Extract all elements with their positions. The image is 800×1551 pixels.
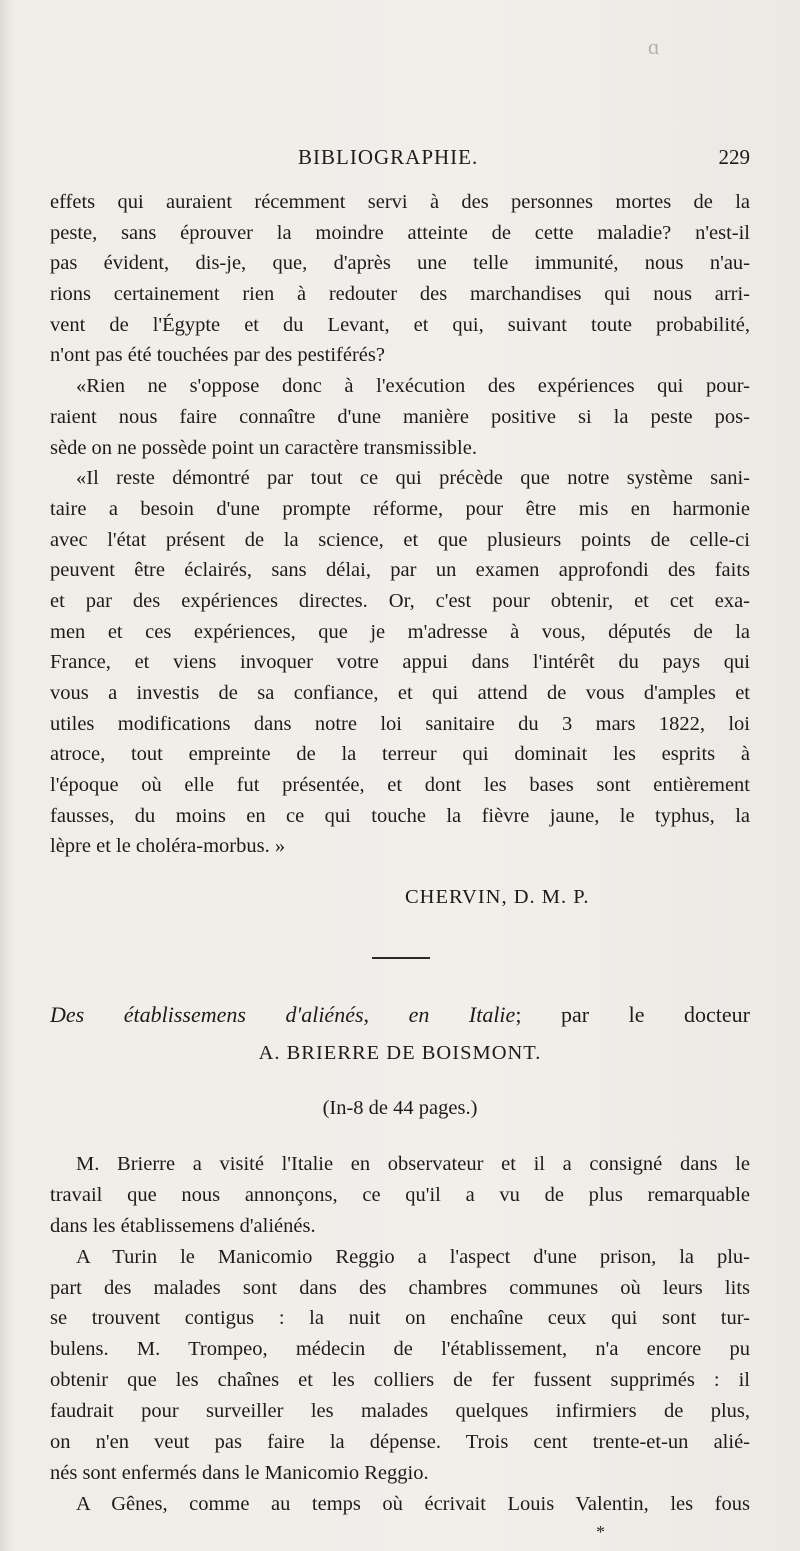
text-line: atroce, tout empreinte de la terreur qui dominait les esprits à xyxy=(50,743,750,766)
text-line: rions certainement rien à redouter des marchandises qui nous arri- xyxy=(50,283,750,306)
article-format: (In-8 de 44 pages.) xyxy=(322,1097,478,1119)
text-line: A Turin le Manicomio Reggio a l'aspect d'une prison, la plu- xyxy=(76,1245,750,1268)
letter-signature: CHERVIN, D. M. P. xyxy=(405,886,590,908)
text-line: part des malades sont dans des chambres communes où leurs lits xyxy=(50,1276,750,1299)
text-line: «Il reste démontré par tout ce qui précède que notre système sani- xyxy=(76,467,750,490)
text-line: faudrait pour surveiller les malades quelques infirmiers de plus, xyxy=(50,1400,750,1423)
article-title-italic-part-2: en Italie xyxy=(408,1002,516,1027)
text-line: France, et viens invoquer votre appui dans l'intérêt du pays qui xyxy=(50,651,750,674)
text-line: men et ces expériences, que je m'adresse à vous, députés de la xyxy=(50,620,750,643)
text-line: utiles modifications dans notre loi sanitaire du 3 mars 1822, loi xyxy=(50,712,750,735)
text-line: obtenir que les chaînes et les colliers de fer fussent supprimés : il xyxy=(50,1369,750,1392)
running-title: BIBLIOGRAPHIE. xyxy=(298,145,479,169)
article-author: A. BRIERRE DE BOISMONT. xyxy=(258,1042,542,1064)
text-line: fausses, du moins en ce qui touche la fièvre jaune, le typhus, la xyxy=(50,804,750,827)
text-line: dans les établissemens d'aliénés. xyxy=(50,1214,316,1237)
text-line: sède on ne possède point un caractère transmissible. xyxy=(50,436,477,459)
article-title-rest: par le docteur xyxy=(560,1002,751,1027)
review-text xyxy=(50,1149,750,1520)
quoted-letter-text xyxy=(50,187,750,862)
text-line: taire a besoin d'une prompte réforme, pour être mis en harmonie xyxy=(50,497,750,520)
article-title xyxy=(50,1002,750,1028)
text-line: et par des expériences directes. Or, c'est pour obtenir, et cet exa- xyxy=(50,589,750,612)
text-line: avec l'état présent de la science, et que plusieurs points de celle-ci xyxy=(50,528,750,551)
text-line: M. Brierre a visité l'Italie en observateur et il a consigné dans le xyxy=(76,1153,750,1175)
text-line: vous a investis de sa confiance, et qui attend de vous d'amples et xyxy=(50,682,750,704)
signature-mark: * xyxy=(596,1522,605,1542)
text-line: travail que nous annonçons, ce qu'il a vu de plus remarquable xyxy=(50,1183,750,1206)
text-line: l'époque où elle fut présentée, et dont les bases sont entièrement xyxy=(50,774,750,797)
library-stamp-mark: ɑ xyxy=(648,34,660,59)
text-line: «Rien ne s'oppose donc à l'exécution des expériences qui pour- xyxy=(76,375,750,398)
page-number: 229 xyxy=(718,145,750,169)
article-title-separator-2: ; xyxy=(515,1002,561,1027)
text-line: lèpre et le choléra-morbus. » xyxy=(50,835,286,858)
text-line: peuvent être éclairés, sans délai, par un examen approfondi des faits xyxy=(50,559,750,582)
article-title-italic-part-1: Des établissemens d'aliénés xyxy=(50,1002,364,1027)
article-title-separator-1: , xyxy=(363,1002,409,1027)
text-line: bulens. M. Trompeo, médecin de l'établissement, n'a encore pu xyxy=(50,1338,750,1361)
text-line: raient nous faire connaître d'une manière positive si la peste pos- xyxy=(50,405,750,428)
text-line: se trouvent contigus : la nuit on enchaîne ceux qui sont tur- xyxy=(50,1307,750,1330)
text-line: on n'en veut pas faire la dépense. Trois cent trente-et-un alié- xyxy=(50,1431,750,1454)
text-line: effets qui auraient récemment servi à des personnes mortes de la xyxy=(50,191,750,213)
text-line: A Gênes, comme au temps où écrivait Louis Valentin, les fous xyxy=(76,1492,750,1515)
section-divider xyxy=(372,957,430,959)
text-line: n'ont pas été touchées par des pestiférés? xyxy=(50,344,385,367)
text-line: nés sont enfermés dans le Manicomio Reggio. xyxy=(50,1461,429,1484)
text-line: vent de l'Égypte et du Levant, et qui, suivant toute probabilité, xyxy=(50,313,750,336)
running-head xyxy=(50,145,750,175)
text-line: pas évident, dis-je, que, d'après une telle immunité, nous n'au- xyxy=(50,252,750,275)
text-line: peste, sans éprouver la moindre atteinte de cette maladie? n'est-il xyxy=(50,221,750,244)
